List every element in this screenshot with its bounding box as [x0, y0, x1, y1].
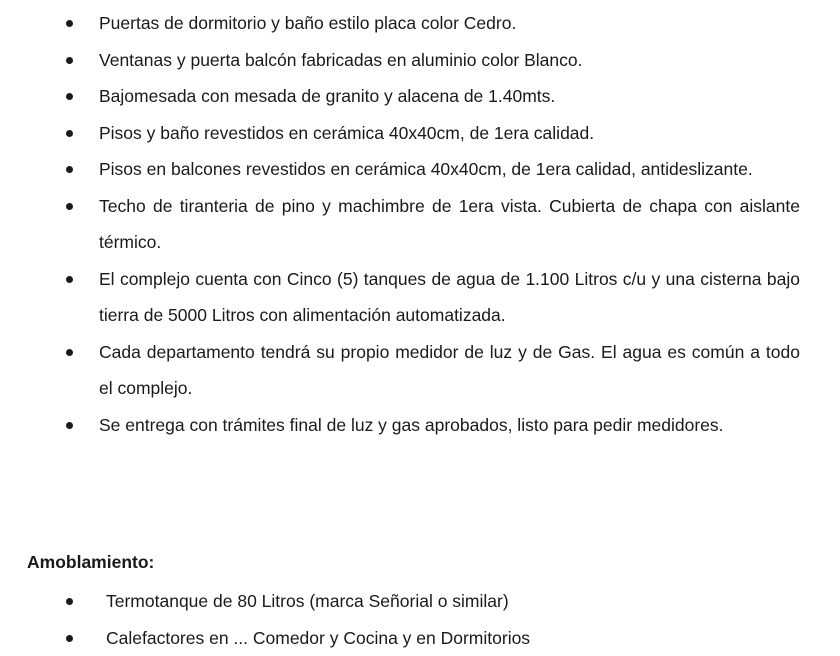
list-item: [0, 407, 800, 444]
list-item: [0, 5, 800, 42]
bullet-icon: [66, 130, 73, 137]
list-item-text: Se entrega con trámites final de luz y gas aprobados, listo para pedir medidores.: [99, 415, 724, 435]
list-item-text: Cada departamento tendrá su propio medidor de luz y de Gas. El agua es común a todo el complejo.: [99, 342, 800, 399]
bullet-icon: [66, 349, 73, 356]
bullet-icon: [66, 276, 73, 283]
bullet-icon: [66, 203, 73, 210]
bullet-icon: [66, 598, 73, 605]
bullet-icon: [66, 93, 73, 100]
list-item: [0, 151, 800, 188]
section-heading: Amoblamiento:: [27, 544, 154, 580]
list-item: [0, 334, 800, 407]
list-item-text: Calefactores en ... Comedor y Cocina y en Dormitorios: [106, 628, 530, 648]
bullet-icon: [66, 57, 73, 64]
bullet-icon: [66, 422, 73, 429]
list-item: [0, 261, 800, 334]
list-item-text: Puertas de dormitorio y baño estilo placa color Cedro.: [99, 13, 516, 33]
list-item: [0, 188, 800, 261]
list-item: [0, 620, 800, 656]
list-item-text: Pisos y baño revestidos en cerámica 40x40cm, de 1era calidad.: [99, 123, 594, 143]
list-item-text: Bajomesada con mesada de granito y alacena de 1.40mts.: [99, 86, 555, 106]
list-item: [0, 115, 800, 152]
furnishing-list: [0, 583, 840, 656]
list-item-text: Ventanas y puerta balcón fabricadas en aluminio color Blanco.: [99, 50, 583, 70]
bullet-icon: [66, 635, 73, 642]
bullet-icon: [66, 20, 73, 27]
list-item-text: Termotanque de 80 Litros (marca Señorial o similar): [106, 591, 509, 611]
list-item-text: El complejo cuenta con Cinco (5) tanques de agua de 1.100 Litros c/u y una cisterna bajo tierra de 5000 Litros con alimentación automatizada.: [99, 269, 800, 326]
list-item-text: Pisos en balcones revestidos en cerámica 40x40cm, de 1era calidad, antideslizante.: [99, 159, 753, 179]
list-item: [0, 78, 800, 115]
features-list: [0, 5, 840, 443]
list-item-text: Techo de tiranteria de pino y machimbre de 1era vista. Cubierta de chapa con aislante térmico.: [99, 196, 800, 253]
bullet-icon: [66, 166, 73, 173]
list-item: [0, 42, 800, 79]
list-item: [0, 583, 800, 620]
